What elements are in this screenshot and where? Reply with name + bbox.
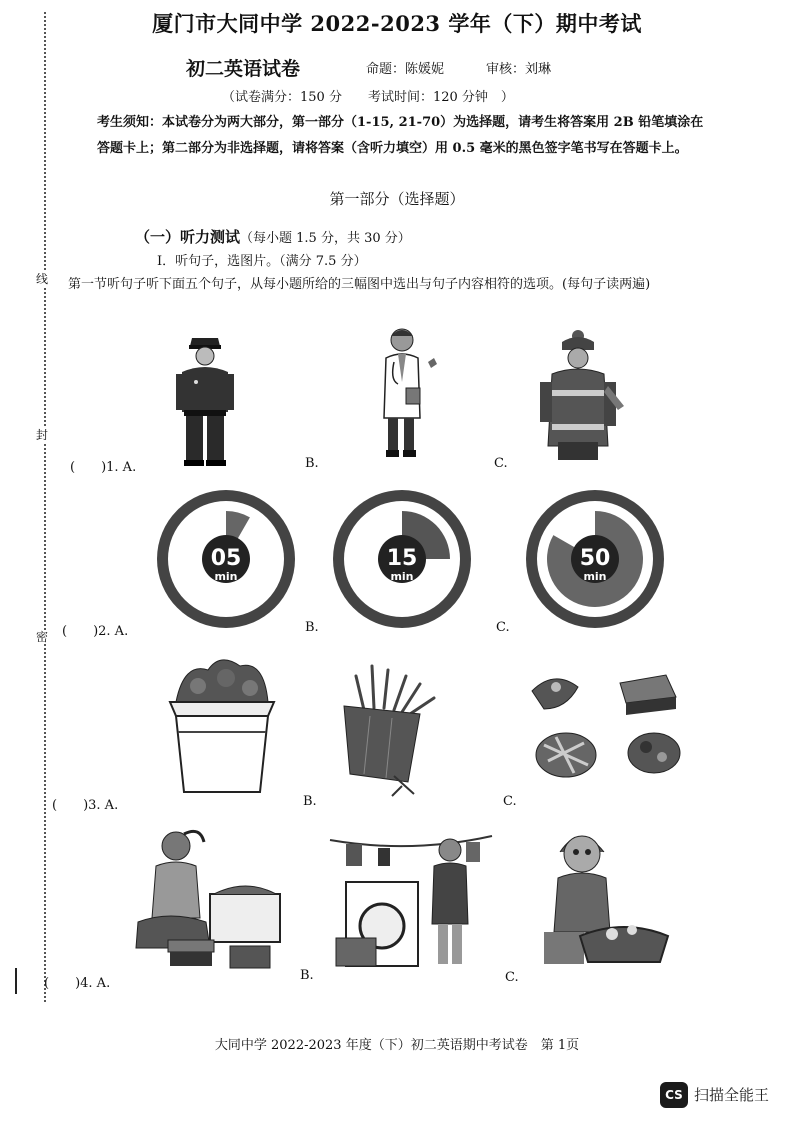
candidate-notes: 考生须知：本试卷分为两大部分，第一部分（1-15, 21-70）为选择题，请考生将答案用 2B 铅笔填涂在答题卡上；第二部分为非选择题，请将答案（含听力填空）用 0.5 毫米的黑色签字笔书写在答题卡上。 bbox=[97, 115, 704, 156]
binding-line bbox=[44, 12, 46, 1002]
timer-15-min-icon bbox=[331, 488, 473, 630]
woman-washing-clothes-icon bbox=[540, 822, 672, 974]
score-time: （试卷满分：150 分 考试时间：120 分钟 ） bbox=[222, 90, 514, 105]
margin-char-mi: 密 bbox=[36, 630, 49, 644]
question-1-option-b: B. bbox=[305, 456, 319, 471]
margin-char-xian: 线 bbox=[36, 272, 49, 286]
police-officer-icon bbox=[172, 332, 238, 468]
question-3-option-b: B. bbox=[303, 794, 317, 809]
timer-5-label: 05 bbox=[210, 546, 242, 571]
girl-doing-laundry-icon bbox=[326, 820, 496, 972]
french-fries-icon bbox=[334, 658, 468, 798]
timer-5-min-icon bbox=[155, 488, 297, 630]
part-one-heading: 第一部分（选择题） bbox=[329, 190, 465, 208]
timer-50-min-icon bbox=[524, 488, 666, 630]
margin-mark bbox=[15, 968, 17, 994]
timer-15-unit: min bbox=[390, 570, 414, 583]
margin-char-feng: 封 bbox=[36, 428, 49, 442]
timer-15-label: 15 bbox=[386, 546, 418, 571]
girl-packing-clothes-icon bbox=[130, 822, 286, 974]
exam-subtitle: 初二英语试卷 bbox=[186, 58, 301, 80]
setter: 命题：陈媛妮 bbox=[366, 62, 445, 77]
question-2-label: ( )2. A. bbox=[62, 624, 129, 639]
question-1-label: ( )1. A. bbox=[70, 460, 137, 475]
subsection-heading: I．听句子，选图片。（满分 7.5 分） bbox=[157, 254, 367, 269]
instruction: 第一节听句子听下面五个句子，从每小题所给的三幅图中选出与句子内容相符的选项。(每句子读两遍) bbox=[68, 277, 651, 292]
page-footer: 大同中学 2022-2023 年度（下）初二英语期中考试卷 第 1页 bbox=[214, 1038, 580, 1053]
timer-50-unit: min bbox=[583, 570, 607, 583]
section-heading: （一）听力测试（每小题 1.5 分，共 30 分） bbox=[135, 228, 411, 246]
question-4-option-b: B. bbox=[300, 968, 314, 983]
camscanner-label: 扫描全能王 bbox=[694, 1086, 770, 1104]
question-2-option-c: C. bbox=[496, 620, 510, 635]
reviewer: 审核：刘琳 bbox=[486, 62, 552, 77]
firefighter-icon bbox=[538, 326, 628, 466]
camscanner-logo-icon: CS bbox=[660, 1082, 688, 1108]
question-4-option-c: C. bbox=[505, 970, 519, 985]
fried-chicken-bucket-icon bbox=[164, 652, 280, 796]
desserts-icon bbox=[526, 665, 690, 789]
timer-5-unit: min bbox=[214, 570, 238, 583]
question-3-label: ( )3. A. bbox=[52, 798, 119, 813]
timer-50-label: 50 bbox=[579, 546, 611, 571]
doctor-icon bbox=[372, 322, 444, 462]
question-1-option-c: C. bbox=[494, 456, 508, 471]
exam-title: 厦门市大同中学 2022-2023 学年（下）期中考试 bbox=[152, 11, 642, 36]
question-2-option-b: B. bbox=[305, 620, 319, 635]
question-3-option-c: C. bbox=[503, 794, 517, 809]
question-4-label: ( )4. A. bbox=[44, 976, 111, 991]
